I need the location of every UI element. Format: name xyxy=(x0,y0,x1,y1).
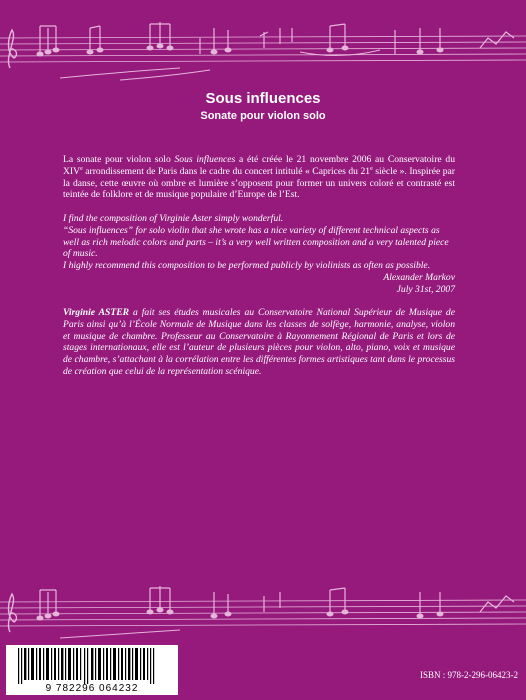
testimonial-line: “Sous influences” for solo violin that she wrote has a nice variety of different technical aspects as well as rich melodic colors and parts – it’s a very well written composition and a very talented piece of music. xyxy=(63,224,449,260)
author-bio: Virginie ASTER a fait ses études musicales au Conservatoire National Supérieur de Musique de Paris ainsi qu’à l’École Normale de Musique dans les classes de solfège, harmonie, analyse, violon et musique de chambre. Professeur au Conservatoire à Rayonnement Régional de Paris et lors de stages internationaux, elle est l’auteur de plusieurs pièces pour violon, alto, piano, voix et musique de chambre, s’attachant à la corrélation entre les différentes formes artistiques tant dans le processus de création que celui de la représentation scénique. xyxy=(63,307,455,377)
barcode-icon xyxy=(14,648,172,684)
description-paragraph: La sonate pour violon solo Sous influences a été créée le 21 novembre 2006 au Conservatoire du XIVe arrondissement de Paris dans le cadre du concert intitulé « Caprices du 21e siècle ». Inspirée par la danse, cette œuvre où ombre et lumière s’opposent pour former un univers coloré et contrasté est teintée de folklore et de musique populaire d’Europe de l’Est. xyxy=(63,154,456,201)
book-title: Sous influences xyxy=(205,90,321,107)
music-staff-illustration-bottom xyxy=(0,572,526,652)
testimonial-quote xyxy=(63,213,455,296)
book-subtitle: Sonate pour violon solo xyxy=(200,110,326,122)
testimonial-line: I highly recommend this composition to be performed publicly by violinists as often as possible. xyxy=(63,260,431,272)
music-staff-illustration-top xyxy=(0,8,526,88)
author-name: Virginie ASTER xyxy=(63,307,129,318)
isbn-label: ISBN : 978-2-296-06423-2 xyxy=(420,670,518,680)
testimonial-author: Alexander Markov xyxy=(383,271,455,283)
barcode xyxy=(6,645,178,695)
barcode-number: 9 782296 064232 xyxy=(45,683,139,694)
testimonial-line: I find the composition of Virginie Aster simply wonderful. xyxy=(63,213,284,224)
testimonial-date: July 31st, 2007 xyxy=(396,283,455,295)
